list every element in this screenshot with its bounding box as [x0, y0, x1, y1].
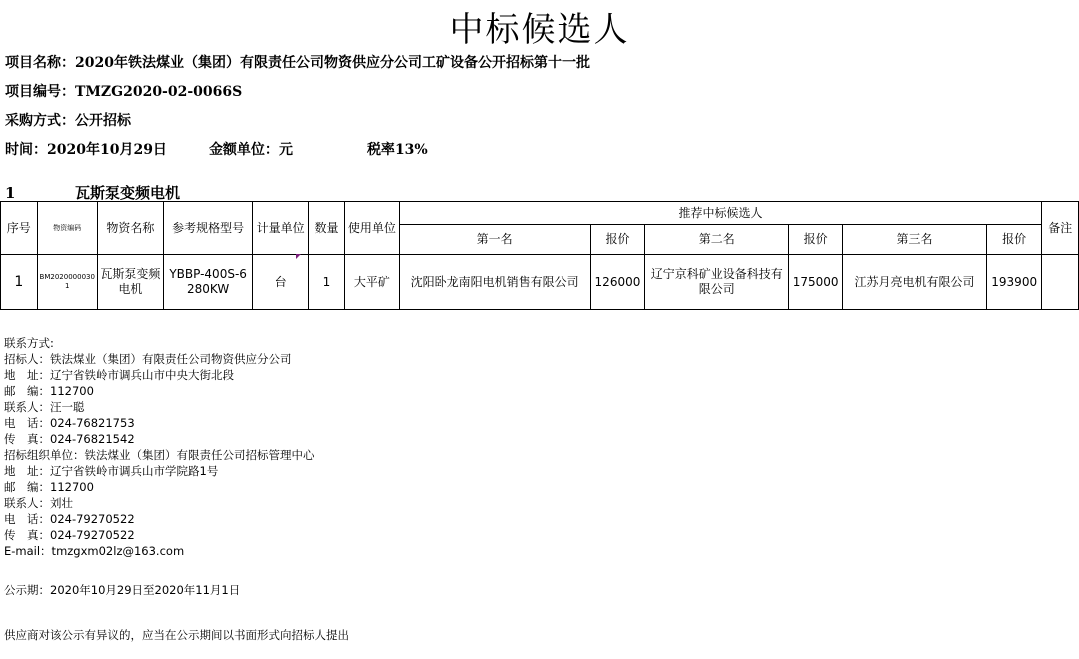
procurement-label: 采购方式： — [5, 113, 75, 129]
contact-info — [4, 335, 315, 559]
contact-line: 传 真：024-79270522 — [4, 528, 135, 542]
amount-unit-label: 金额单位： — [208, 142, 279, 158]
procurement-line — [5, 110, 131, 130]
tax-rate-value: 13% — [394, 142, 428, 158]
cell-user-unit: 大平矿 — [345, 255, 399, 310]
notice-period: 公示期：2020年10月29日至2020年11月1日 — [4, 583, 241, 597]
header-spec: 参考规格型号 — [163, 202, 253, 255]
contact-line: 传 真：024-76821542 — [4, 432, 135, 446]
contact-line: 地 址：辽宁省铁岭市调兵山市学院路1号 — [4, 464, 219, 478]
section-number: 1 — [5, 184, 16, 202]
header-second: 第二名 — [645, 225, 789, 255]
header-price1: 报价 — [590, 225, 645, 255]
comment-marker-icon — [296, 254, 301, 259]
contact-line: 招标组织单位：铁法煤业（集团）有限责任公司招标管理中心 — [4, 448, 315, 462]
time-value: 2020年10月29日 — [47, 142, 167, 158]
project-no-value: TMZG2020-02-0066S — [75, 84, 243, 100]
cell-price2: 175000 — [789, 255, 843, 310]
table-row — [1, 255, 1079, 310]
project-name-label: 项目名称： — [5, 55, 75, 71]
contact-line: 招标人：铁法煤业（集团）有限责任公司物资供应分公司 — [4, 352, 292, 366]
header-remark: 备注 — [1042, 202, 1079, 255]
contact-line: 电 话：024-76821753 — [4, 416, 135, 430]
cell-remark — [1042, 255, 1079, 310]
header-price2: 报价 — [789, 225, 843, 255]
time-line — [5, 139, 428, 159]
project-name-value: 2020年铁法煤业（集团）有限责任公司物资供应分公司工矿设备公开招标第十一批 — [75, 55, 590, 71]
cell-qty: 1 — [308, 255, 345, 310]
cell-price3: 193900 — [986, 255, 1041, 310]
cell-code: BM2020000030 1 — [37, 255, 97, 310]
project-no-label: 项目编号： — [5, 84, 75, 100]
amount-unit-value: 元 — [278, 142, 293, 158]
cell-third: 江苏月亮电机有限公司 — [842, 255, 986, 310]
header-unit: 计量单位 — [253, 202, 308, 255]
header-first: 第一名 — [399, 225, 590, 255]
header-code: 物资编码 — [37, 202, 97, 255]
section-heading — [5, 182, 180, 203]
contact-line: 电 话：024-79270522 — [4, 512, 135, 526]
contact-line: 地 址：辽宁省铁岭市调兵山市中央大街北段 — [4, 368, 234, 382]
contact-line: 邮 编：112700 — [4, 480, 94, 494]
tax-rate-label: 税率 — [366, 142, 395, 158]
contact-line: 联系人：汪一聪 — [4, 400, 85, 414]
header-user-unit: 使用单位 — [345, 202, 399, 255]
contact-line: 联系方式: — [4, 336, 54, 350]
cell-second: 辽宁京科矿业设备科技有限公司 — [645, 255, 789, 310]
cell-unit: 台 — [253, 255, 308, 310]
section-name: 瓦斯泵变频电机 — [75, 184, 181, 202]
time-label: 时间： — [5, 142, 47, 158]
header-seq: 序号 — [1, 202, 38, 255]
header-price3: 报价 — [986, 225, 1041, 255]
cell-price1: 126000 — [590, 255, 645, 310]
header-recommend: 推荐中标候选人 — [399, 202, 1042, 225]
cell-seq: 1 — [1, 255, 38, 310]
cell-spec: YBBP-400S-6 280KW — [163, 255, 253, 310]
header-name: 物资名称 — [97, 202, 163, 255]
cell-first: 沈阳卧龙南阳电机销售有限公司 — [399, 255, 590, 310]
page-title: 中标候选人 — [449, 10, 630, 50]
candidate-table — [0, 201, 1079, 310]
header-third: 第三名 — [842, 225, 986, 255]
procurement-value: 公开招标 — [75, 113, 131, 129]
contact-line: 联系人：刘壮 — [4, 496, 73, 510]
project-name-line — [5, 52, 590, 72]
objection-note: 供应商对该公示有异议的，应当在公示期间以书面形式向招标人提出 — [4, 628, 349, 642]
contact-line: 邮 编：112700 — [4, 384, 94, 398]
project-no-line — [5, 81, 242, 101]
cell-name: 瓦斯泵变频电机 — [97, 255, 163, 310]
contact-email: E-mail：tmzgxm02lz@163.com — [4, 544, 185, 558]
header-qty: 数量 — [308, 202, 345, 255]
